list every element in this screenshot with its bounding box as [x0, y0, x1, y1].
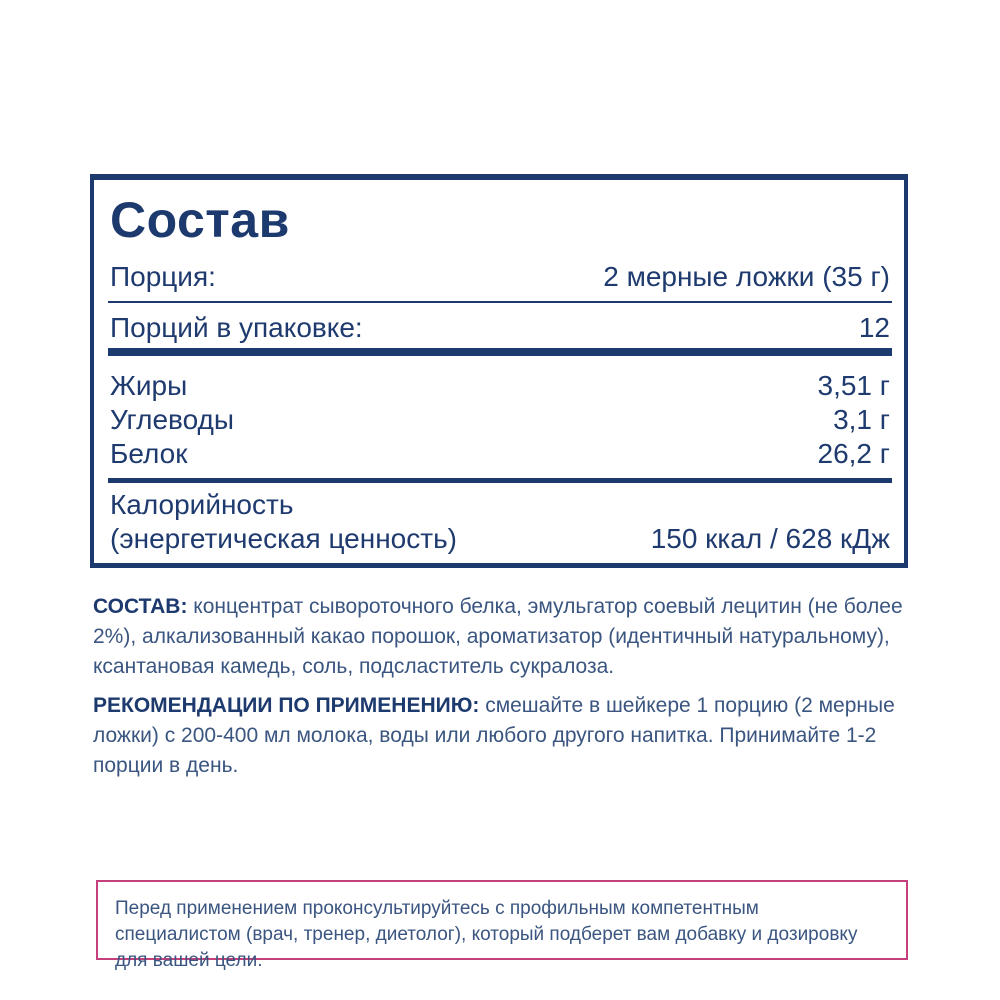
recommendations-text: смешайте в шейкере 1 порцию (2 мерные ложки) с 200-400 мл молока, воды или любого другого напитка. Принимайте 1-2 порции в день. [93, 694, 895, 777]
divider-mid [108, 478, 892, 483]
consultation-notice [96, 880, 908, 971]
panel-title: Состав [110, 192, 290, 248]
nutrient-value: 26,2 г [817, 438, 890, 469]
notice-text: Перед применением проконсультируйтесь с профильным компетентным специалистом (врач, тренер, диетолог), который подберет вам добавку и дозировку для вашей цели. [115, 898, 858, 971]
nutrient-value: 3,51 г [817, 370, 890, 401]
composition-paragraph [93, 592, 923, 682]
servings-per-pack-row [110, 311, 890, 345]
nutrient-row-carbs [110, 403, 890, 437]
nutrient-label: Углеводы [110, 404, 235, 435]
servings-per-pack-label: Порций в упаковке: [110, 312, 363, 343]
recommendations-paragraph [93, 691, 923, 781]
nutrient-row-fat [110, 369, 890, 403]
servings-per-pack-value: 12 [858, 312, 890, 343]
composition-heading: СОСТАВ: [93, 595, 188, 618]
divider-thick [108, 348, 892, 356]
recommendations-heading: РЕКОМЕНДАЦИИ ПО ПРИМЕНЕНИЮ: [93, 694, 480, 717]
calories-value: 150 ккал / 628 кДж [650, 523, 890, 554]
serving-value: 2 мерные ложки (35 г) [603, 261, 890, 292]
nutrition-panel [90, 174, 908, 568]
calories-label-line2: (энергетическая ценность) [110, 523, 457, 554]
divider [108, 301, 892, 303]
nutrient-label: Жиры [110, 370, 188, 401]
nutrient-label: Белок [110, 438, 188, 469]
nutrient-value: 3,1 г [833, 404, 890, 435]
serving-label: Порция: [110, 261, 216, 292]
nutrient-row-protein [110, 437, 890, 471]
calories-label-line1: Калорийность [110, 489, 294, 520]
calories-label [110, 488, 457, 556]
calories-row [110, 488, 890, 556]
serving-row [110, 260, 890, 294]
composition-text: концентрат сывороточного белка, эмульгатор соевый лецитин (не более 2%), алкализованный какао порошок, ароматизатор (идентичный натуральному), ксантановая камедь, соль, подсластитель сукралоза. [93, 595, 903, 678]
